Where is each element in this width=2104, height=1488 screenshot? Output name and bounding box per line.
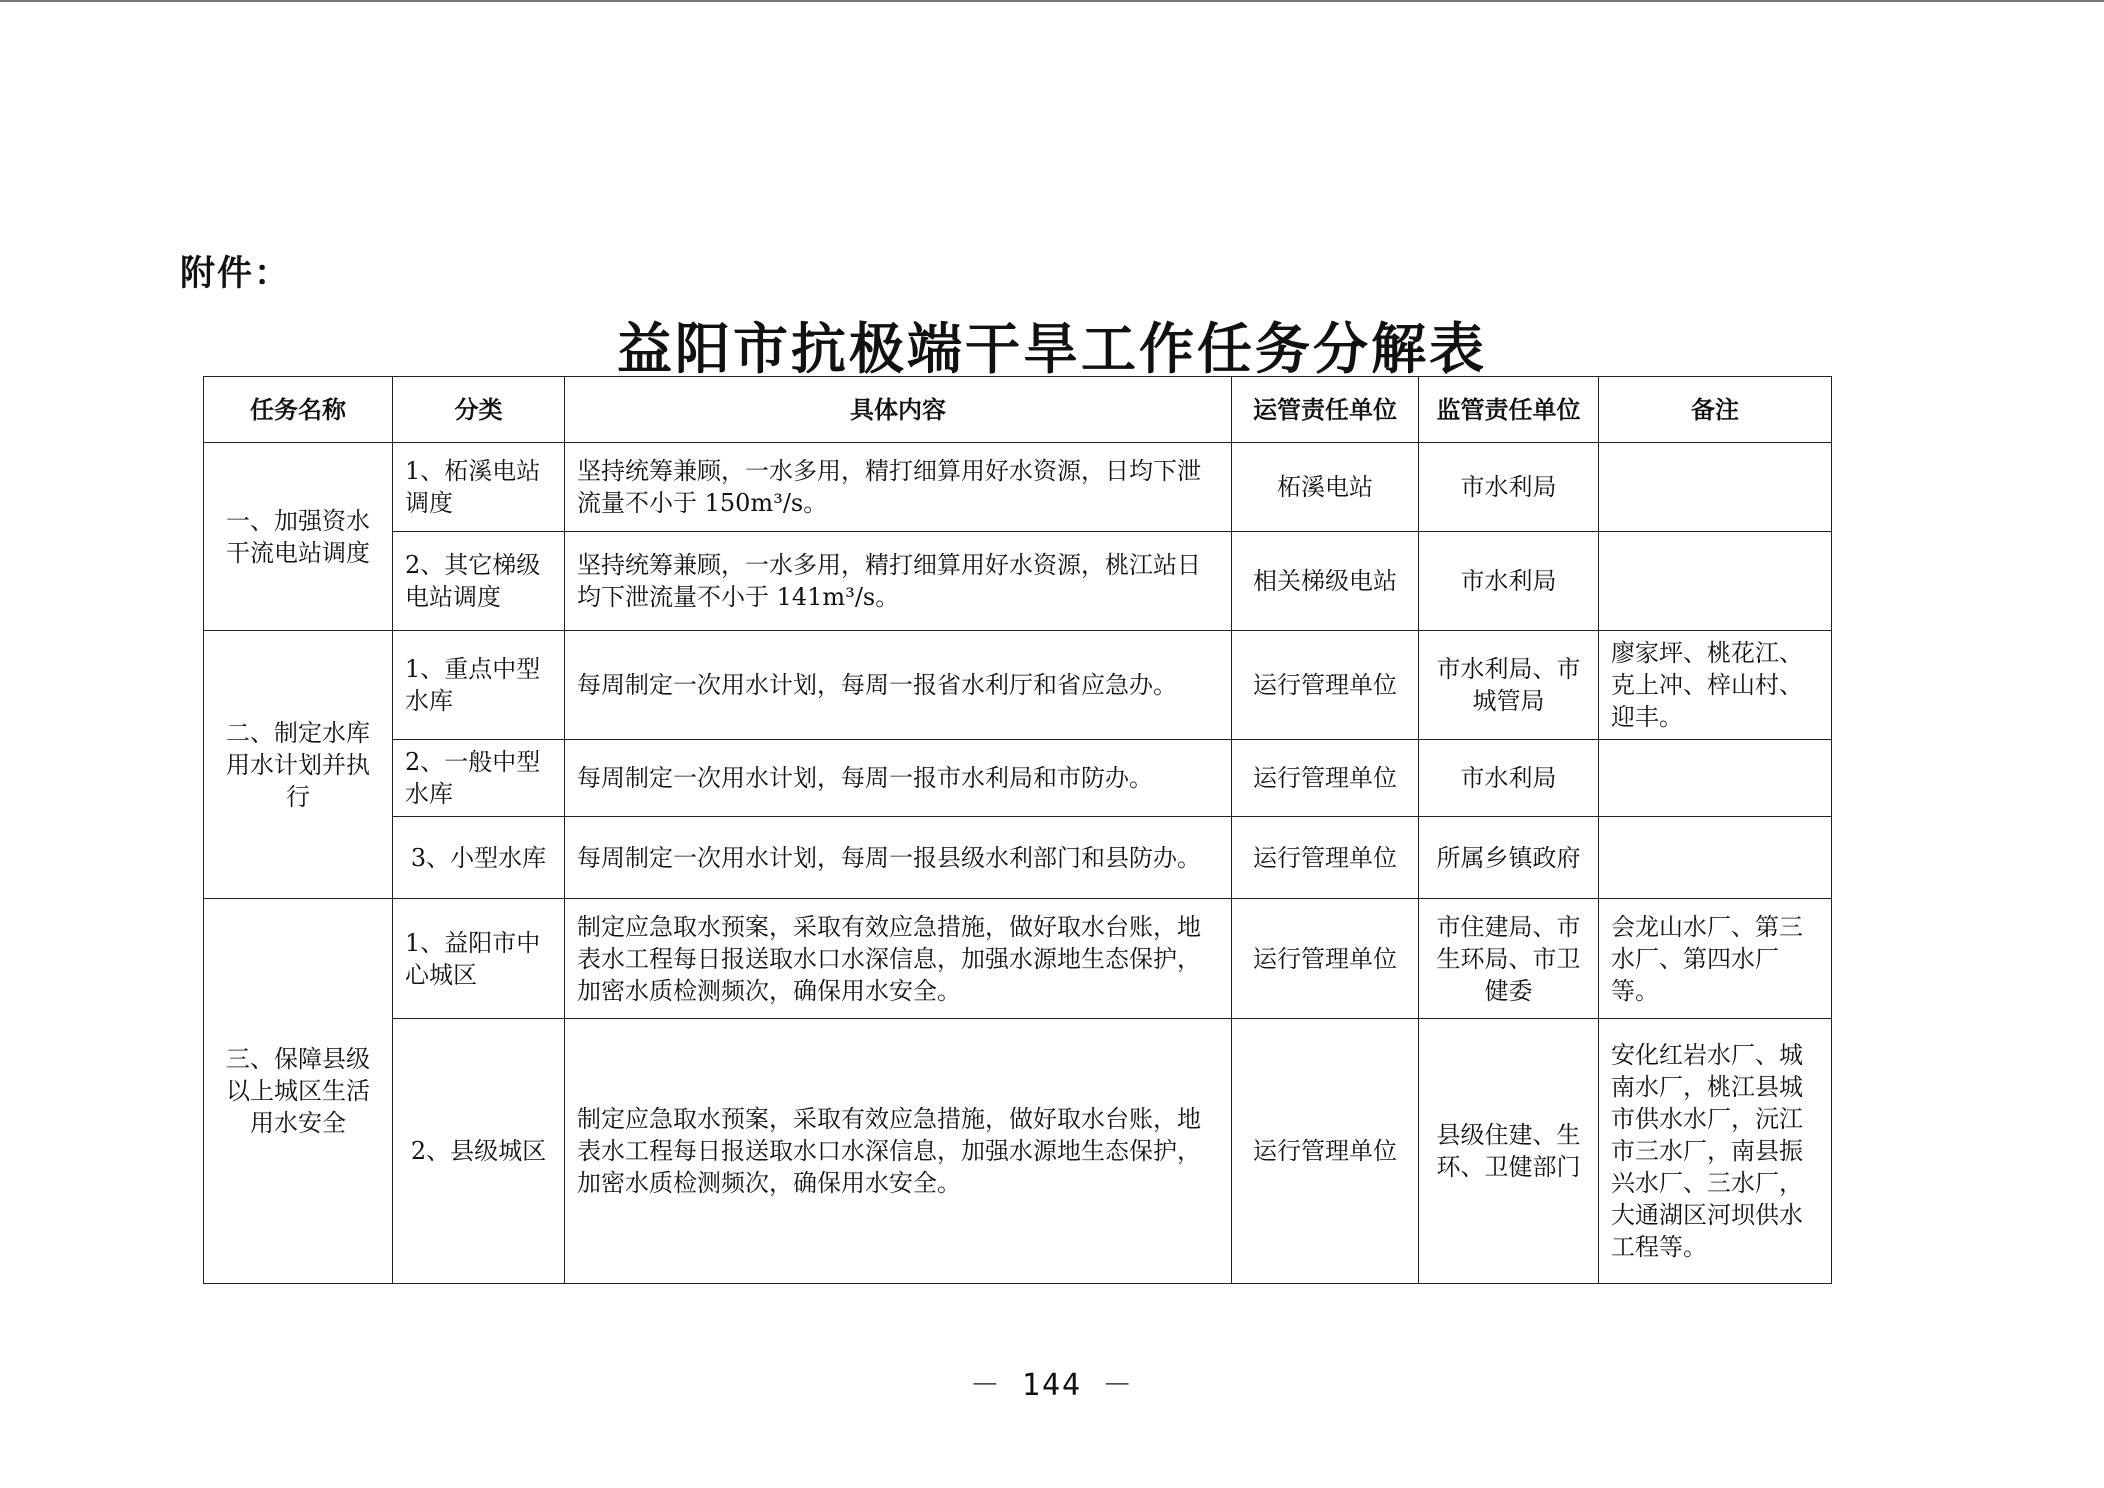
header-task: 任务名称 [204, 377, 393, 443]
header-operator: 运管责任单位 [1232, 377, 1419, 443]
attachment-label: 附件： [180, 254, 292, 294]
content-cell: 坚持统筹兼顾，一水多用，精打细算用好水资源，桃江站日均下泄流量不小于 141m³/s。 [565, 532, 1232, 631]
table-row [204, 817, 1832, 899]
operator-cell: 相关梯级电站 [1232, 532, 1419, 631]
supervisor-cell: 县级住建、生环、卫健部门 [1419, 1019, 1599, 1284]
content-cell: 坚持统筹兼顾，一水多用，精打细算用好水资源，日均下泄流量不小于 150m³/s。 [565, 443, 1232, 532]
table-row [204, 899, 1832, 1019]
remarks-cell [1599, 817, 1832, 899]
operator-cell: 运行管理单位 [1232, 817, 1419, 899]
category-cell: 1、益阳市中心城区 [393, 899, 565, 1019]
supervisor-cell: 市水利局 [1419, 443, 1599, 532]
table-row [204, 740, 1832, 817]
table-row [204, 443, 1832, 532]
remarks-cell [1599, 740, 1832, 817]
top-border-rule [0, 0, 2104, 2]
content-cell: 制定应急取水预案，采取有效应急措施，做好取水台账，地表水工程每日报送取水口水深信息，加强水源地生态保护，加密水质检测频次，确保用水安全。 [565, 1019, 1232, 1284]
task-cell: 一、加强资水干流电站调度 [204, 443, 393, 631]
category-cell: 1、柘溪电站调度 [393, 443, 565, 532]
operator-cell: 运行管理单位 [1232, 1019, 1419, 1284]
table-row [204, 532, 1832, 631]
remarks-cell: 会龙山水厂、第三水厂、第四水厂等。 [1599, 899, 1832, 1019]
category-cell: 3、小型水库 [393, 817, 565, 899]
header-content: 具体内容 [565, 377, 1232, 443]
remarks-cell: 安化红岩水厂、城南水厂，桃江县城市供水水厂，沅江市三水厂，南县振兴水厂、三水厂，大通湖区河坝供水工程等。 [1599, 1019, 1832, 1284]
supervisor-cell: 市水利局 [1419, 740, 1599, 817]
operator-cell: 柘溪电站 [1232, 443, 1419, 532]
remarks-cell [1599, 532, 1832, 631]
remarks-cell: 廖家坪、桃花江、克上冲、梓山村、迎丰。 [1599, 631, 1832, 740]
supervisor-cell: 市住建局、市生环局、市卫健委 [1419, 899, 1599, 1019]
remarks-cell [1599, 443, 1832, 532]
task-cell: 二、制定水库用水计划并执行 [204, 631, 393, 899]
task-breakdown-table [203, 376, 1832, 1284]
table-row [204, 1019, 1832, 1284]
page-number: － 144 － [969, 1368, 1135, 1403]
supervisor-cell: 市水利局、市城管局 [1419, 631, 1599, 740]
category-cell: 2、其它梯级电站调度 [393, 532, 565, 631]
supervisor-cell: 市水利局 [1419, 532, 1599, 631]
operator-cell: 运行管理单位 [1232, 899, 1419, 1019]
content-cell: 每周制定一次用水计划，每周一报省水利厅和省应急办。 [565, 631, 1232, 740]
category-cell: 2、一般中型水库 [393, 740, 565, 817]
content-cell: 制定应急取水预案，采取有效应急措施，做好取水台账，地表水工程每日报送取水口水深信息，加强水源地生态保护，加密水质检测频次，确保用水安全。 [565, 899, 1232, 1019]
operator-cell: 运行管理单位 [1232, 740, 1419, 817]
table-row [204, 631, 1832, 740]
header-category: 分类 [393, 377, 565, 443]
task-cell: 三、保障县级以上城区生活用水安全 [204, 899, 393, 1284]
header-remarks: 备注 [1599, 377, 1832, 443]
header-supervisor: 监管责任单位 [1419, 377, 1599, 443]
category-cell: 2、县级城区 [393, 1019, 565, 1284]
content-cell: 每周制定一次用水计划，每周一报市水利局和市防办。 [565, 740, 1232, 817]
table-header-row [204, 377, 1832, 443]
supervisor-cell: 所属乡镇政府 [1419, 817, 1599, 899]
content-cell: 每周制定一次用水计划，每周一报县级水利部门和县防办。 [565, 817, 1232, 899]
category-cell: 1、重点中型水库 [393, 631, 565, 740]
document-title: 益阳市抗极端干旱工作任务分解表 [616, 316, 1487, 381]
operator-cell: 运行管理单位 [1232, 631, 1419, 740]
